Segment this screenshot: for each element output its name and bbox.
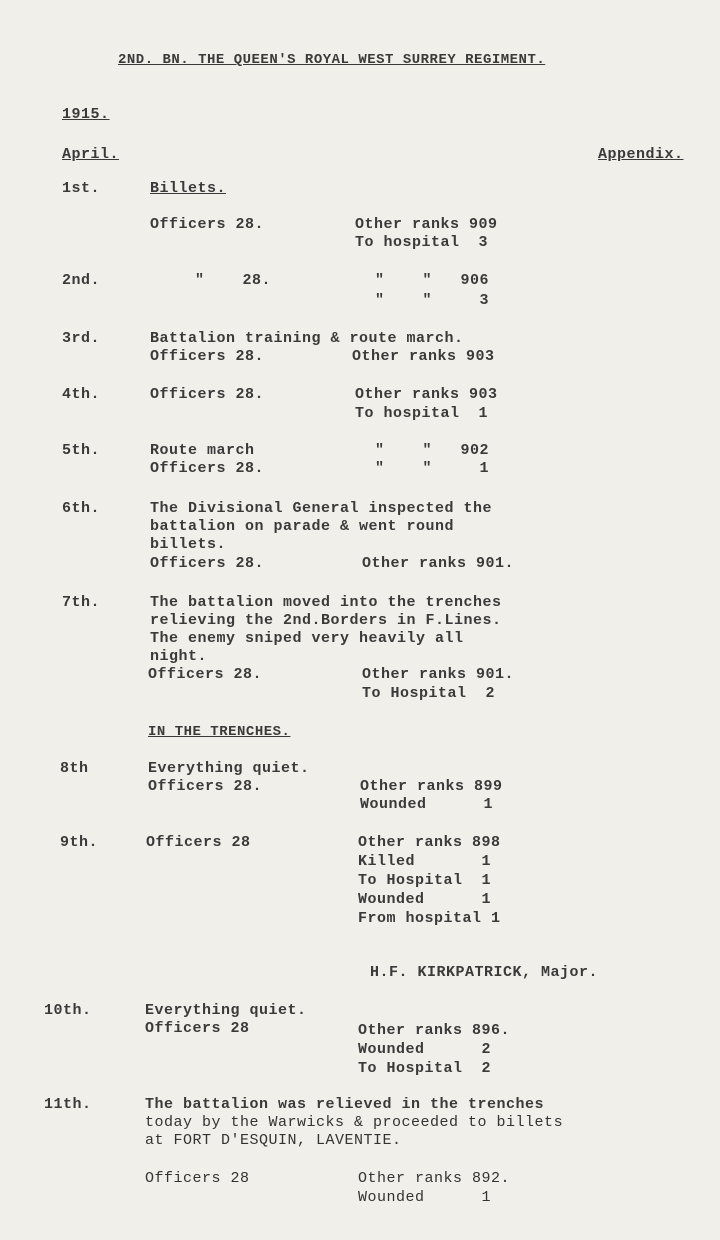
entry-text: today by the Warwicks & proceeded to billets <box>145 1114 564 1131</box>
ranks-line: Other ranks 899 <box>360 778 503 795</box>
entry-text: The battalion was relieved in the trenches <box>145 1096 545 1113</box>
entry-text: Everything quiet. <box>148 760 310 777</box>
officers-count: Officers 28. <box>150 555 265 572</box>
ranks-line: To Hospital 2 <box>362 685 496 702</box>
entry-date: 1st. <box>62 180 101 197</box>
ranks-line: " " 902 <box>375 442 490 459</box>
officers-count: Officers 28 <box>146 834 251 851</box>
entry-text: night. <box>150 648 208 665</box>
officers-count: Officers 28. <box>150 216 265 233</box>
officers-count: Officers 28. <box>150 460 265 477</box>
month-label: April. <box>62 146 120 163</box>
entry-date: 6th. <box>62 500 101 517</box>
ranks-line: Other ranks 901. <box>362 666 515 683</box>
entry-text: battalion on parade & went round <box>150 518 455 535</box>
ranks-line: Other ranks 903 <box>355 386 498 403</box>
officers-count: Officers 28. <box>148 666 263 683</box>
appendix-label: Appendix. <box>598 146 684 163</box>
entry-date: 2nd. <box>62 272 101 289</box>
entry-text: Battalion training & route march. <box>150 330 464 347</box>
entry-date: 5th. <box>62 442 101 459</box>
ranks-line: Wounded 1 <box>358 1189 492 1206</box>
ranks-line: Other ranks 901. <box>362 555 515 572</box>
entry-text: billets. <box>150 536 227 553</box>
entry-date: 11th. <box>44 1096 92 1113</box>
officers-count: Officers 28 <box>145 1020 250 1037</box>
officers-count: Officers 28. <box>148 778 263 795</box>
entry-text: The battalion moved into the trenches <box>150 594 502 611</box>
ranks-line: Wounded 2 <box>358 1041 492 1058</box>
ranks-line: Other ranks 903 <box>352 348 495 365</box>
officers-count: Officers 28. <box>150 386 265 403</box>
officers-count: " 28. <box>195 272 272 289</box>
entry-text: The Divisional General inspected the <box>150 500 493 517</box>
officers-count: Officers 28 <box>145 1170 250 1187</box>
ranks-line: Wounded 1 <box>360 796 494 813</box>
section-heading: IN THE TRENCHES. <box>148 724 291 740</box>
ranks-line: " " 1 <box>375 460 490 477</box>
ranks-line: Wounded 1 <box>358 891 492 908</box>
entry-date: 9th. <box>60 834 99 851</box>
ranks-line: To Hospital 2 <box>358 1060 492 1077</box>
ranks-line: To hospital 1 <box>355 405 489 422</box>
ranks-line: Other ranks 909 <box>355 216 498 233</box>
ranks-line: Killed 1 <box>358 853 492 870</box>
entry-date: 4th. <box>62 386 101 403</box>
ranks-line: Other ranks 896. <box>358 1022 511 1039</box>
entry-date: 3rd. <box>62 330 101 347</box>
signature-line: H.F. KIRKPATRICK, Major. <box>370 964 599 981</box>
entry-text: The enemy sniped very heavily all <box>150 630 464 647</box>
ranks-line: Other ranks 892. <box>358 1170 511 1187</box>
entry-heading: Billets. <box>150 180 227 197</box>
ranks-line: " " 906 <box>375 272 490 289</box>
ranks-line: To Hospital 1 <box>358 872 492 889</box>
entry-date: 7th. <box>62 594 101 611</box>
ranks-line: " " 3 <box>375 292 490 309</box>
ranks-line: To hospital 3 <box>355 234 489 251</box>
document-title: 2ND. BN. THE QUEEN'S ROYAL WEST SURREY REGIMENT. <box>118 52 546 68</box>
entry-date: 8th <box>60 760 89 777</box>
entry-text: at FORT D'ESQUIN, LAVENTIE. <box>145 1132 402 1149</box>
year-label: 1915. <box>62 106 110 123</box>
officers-count: Officers 28. <box>150 348 265 365</box>
entry-text: Everything quiet. <box>145 1002 307 1019</box>
ranks-line: Other ranks 898 <box>358 834 501 851</box>
entry-text: relieving the 2nd.Borders in F.Lines. <box>150 612 502 629</box>
entry-date: 10th. <box>44 1002 92 1019</box>
entry-text: Route march <box>150 442 255 459</box>
ranks-line: From hospital 1 <box>358 910 501 927</box>
